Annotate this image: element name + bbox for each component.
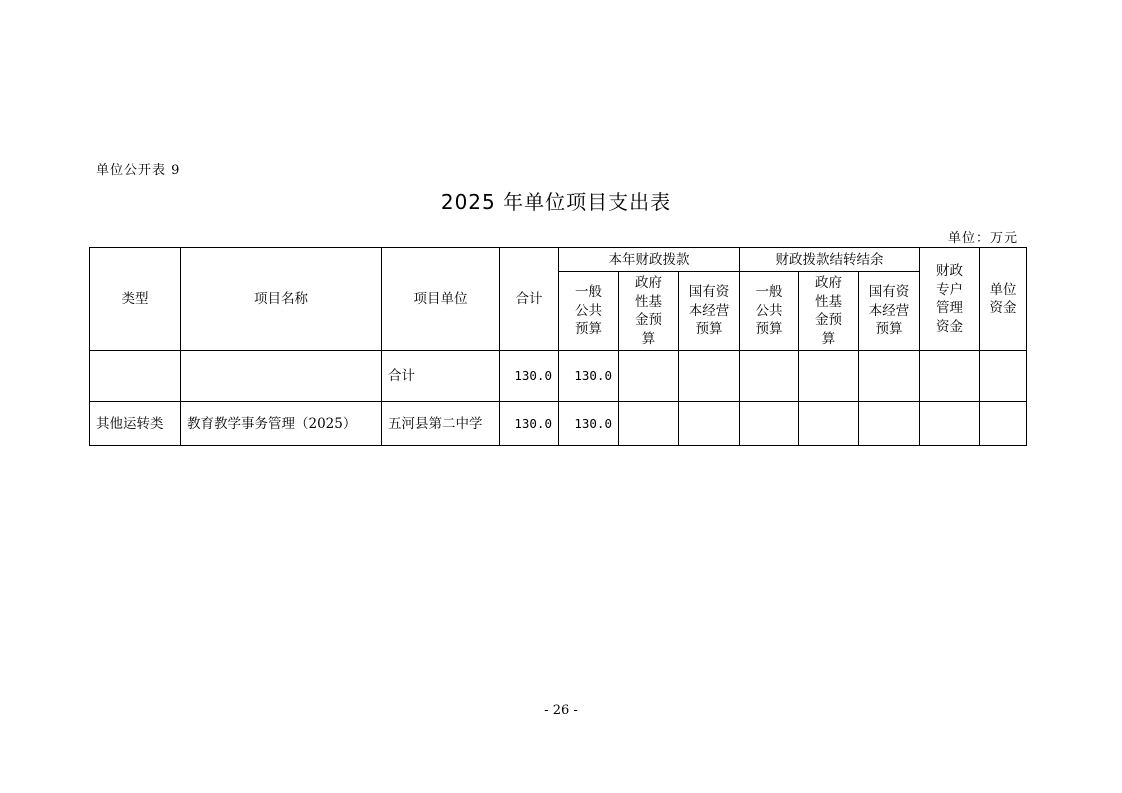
- column-header-project-name: 项目名称: [181, 248, 382, 351]
- gov-fund-budget-label: 政府 性基 金预 算: [635, 275, 662, 347]
- general-budget-label: 一般 公共 预算: [575, 284, 602, 338]
- cell-type: 其他运转类: [90, 402, 181, 446]
- table-row-total: [90, 351, 1027, 402]
- column-header-project-unit: 项目单位: [382, 248, 500, 351]
- cell-state-capital-budget: [679, 351, 740, 402]
- state-capital-budget-label: 国有资 本经营 预算: [688, 284, 730, 338]
- cell-project-unit: 合计: [382, 351, 500, 402]
- cell-unit-funds: [980, 351, 1027, 402]
- column-header-gov-fund-budget: [619, 272, 679, 351]
- column-header-carry-state-capital-budget: [859, 272, 920, 351]
- column-header-carry-general-budget: [740, 272, 799, 351]
- cell-carry-general-budget: [740, 351, 799, 402]
- page-title: 2025 年单位项目支出表: [440, 190, 672, 214]
- cell-special-account: [920, 351, 980, 402]
- column-header-type: 类型: [90, 248, 181, 351]
- column-group-carryover-balance: 财政拨款结转结余: [740, 248, 920, 272]
- table-row: [90, 402, 1027, 446]
- cell-gov-fund-budget: [619, 351, 679, 402]
- column-header-special-account: [920, 248, 980, 351]
- cell-carry-gov-fund-budget: [799, 351, 859, 402]
- cell-total: 130.0: [500, 351, 559, 402]
- cell-state-capital-budget: [679, 402, 740, 446]
- unit-funds-label: 单位 资金: [989, 281, 1017, 316]
- project-expenditure-table: [89, 247, 1027, 446]
- column-header-carry-gov-fund-budget: [799, 272, 859, 351]
- page-number: - 26 -: [544, 703, 578, 718]
- cell-type: [90, 351, 181, 402]
- column-group-current-year-appropriation: 本年财政拨款: [559, 248, 740, 272]
- cell-carry-gov-fund-budget: [799, 402, 859, 446]
- table-label: 单位公开表 9: [96, 163, 181, 178]
- column-header-unit-funds: [980, 248, 1027, 351]
- unit-note: 单位：万元: [947, 231, 1018, 246]
- cell-total: 130.0: [500, 402, 559, 446]
- cell-carry-state-capital-budget: [859, 402, 920, 446]
- carry-state-capital-budget-label: 国有资 本经营 预算: [868, 284, 910, 338]
- column-header-state-capital-budget: [679, 272, 740, 351]
- cell-unit-funds: [980, 402, 1027, 446]
- cell-project-unit: 五河县第二中学: [382, 402, 500, 446]
- column-header-general-budget: [559, 272, 619, 351]
- cell-project-name: 教育教学事务管理（2025）: [181, 402, 382, 446]
- cell-carry-general-budget: [740, 402, 799, 446]
- cell-carry-state-capital-budget: [859, 351, 920, 402]
- cell-gov-fund-budget: [619, 402, 679, 446]
- carry-gov-fund-budget-label: 政府 性基 金预 算: [815, 275, 843, 347]
- carry-general-budget-label: 一般 公共 预算: [755, 284, 783, 338]
- cell-special-account: [920, 402, 980, 446]
- column-header-total: 合计: [500, 248, 559, 351]
- cell-general-budget: 130.0: [559, 351, 619, 402]
- cell-general-budget: 130.0: [559, 402, 619, 446]
- special-account-label: 财政 专户 管理 资金: [936, 263, 964, 335]
- cell-project-name: [181, 351, 382, 402]
